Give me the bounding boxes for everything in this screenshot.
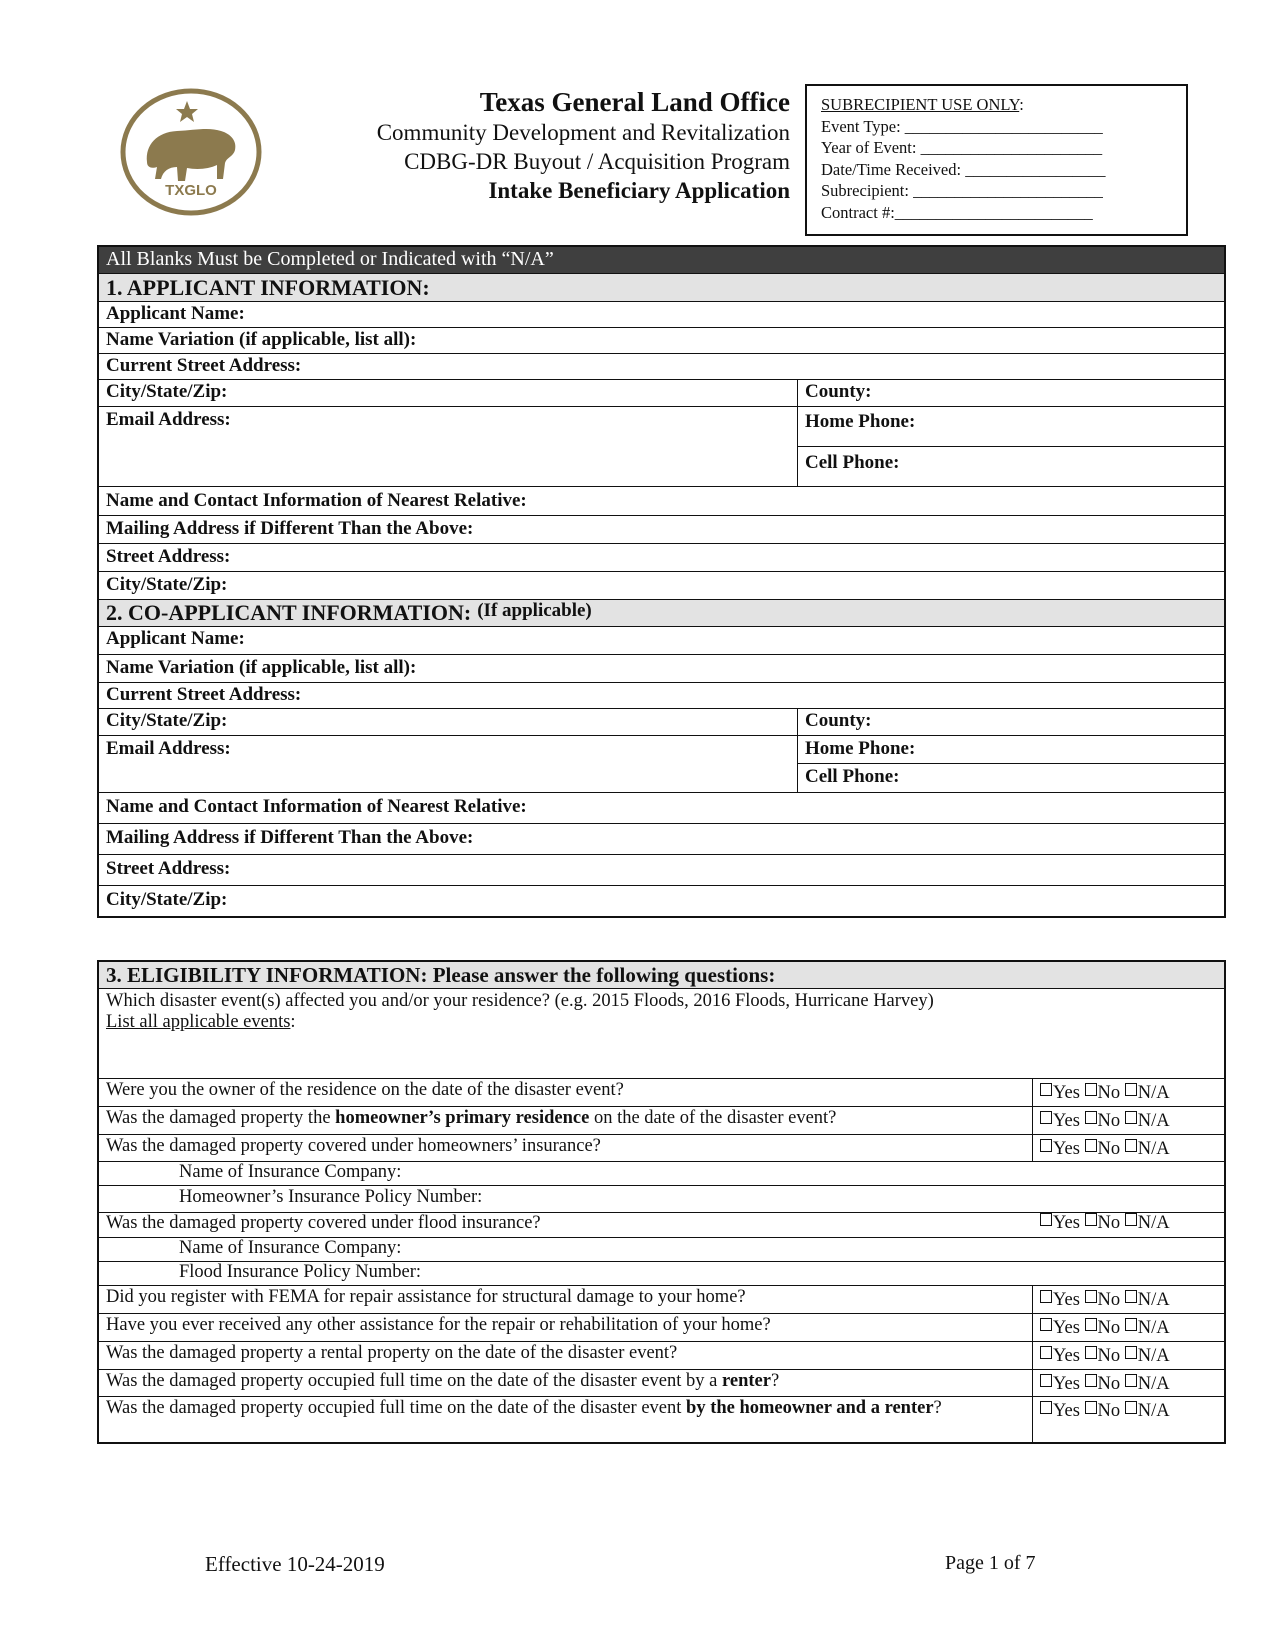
co-mailing-city-state-zip-field[interactable]: City/State/Zip: <box>106 889 228 910</box>
txglo-logo <box>117 87 265 217</box>
disaster-events-field[interactable]: Which disaster event(s) affected you and/or your residence? (e.g. 2015 Floods, 2016 Floods, Hurricane Harvey) List all applicable events: <box>106 991 934 1032</box>
question-row <box>99 1342 1224 1370</box>
yes-no-na-options: Yes No N/A <box>1033 1314 1224 1341</box>
na-checkbox[interactable] <box>1125 1346 1137 1359</box>
co-email-field[interactable]: Email Address: <box>99 736 798 792</box>
subtitle-division: Community Development and Revitalization <box>376 120 790 145</box>
na-checkbox[interactable] <box>1125 1290 1137 1303</box>
svg-text:TXGLO: TXGLO <box>165 182 217 199</box>
section1-heading: 1. APPLICANT INFORMATION: <box>99 274 1224 301</box>
question-other-assistance: Have you ever received any other assistance for the repair or rehabilitation of your home? <box>99 1314 1033 1341</box>
txglo-seal-icon <box>117 87 265 217</box>
yes-checkbox[interactable] <box>1040 1290 1052 1303</box>
co-home-phone-field[interactable]: Home Phone: <box>798 736 1224 764</box>
yes-no-na-options: Yes No N/A <box>1033 1135 1224 1161</box>
question-row <box>99 1079 1224 1107</box>
co-mailing-address-heading: Mailing Address if Different Than the Above: <box>106 827 474 848</box>
document-header <box>377 86 790 205</box>
na-checkbox[interactable] <box>1125 1139 1137 1152</box>
mailing-city-state-zip-field[interactable]: City/State/Zip: <box>106 574 228 595</box>
no-checkbox[interactable] <box>1085 1139 1097 1152</box>
question-row <box>99 1397 1224 1442</box>
yes-checkbox[interactable] <box>1040 1111 1052 1124</box>
yes-no-na-options: Yes No N/A <box>1033 1107 1224 1134</box>
eligibility-table <box>97 960 1226 1444</box>
yes-no-na-options: Yes No N/A <box>1033 1079 1224 1106</box>
question-row <box>99 1135 1224 1162</box>
no-checkbox[interactable] <box>1085 1346 1097 1359</box>
question-primary-residence: Was the damaged property the homeowner’s primary residence on the date of the disaster event? <box>99 1107 1033 1134</box>
no-checkbox[interactable] <box>1085 1111 1097 1124</box>
question-row <box>99 1213 1224 1238</box>
mailing-address-heading: Mailing Address if Different Than the Above: <box>106 518 474 539</box>
city-state-zip-field[interactable]: City/State/Zip: <box>99 380 798 406</box>
co-city-state-zip-field[interactable]: City/State/Zip: <box>99 709 798 735</box>
completion-banner: All Blanks Must be Completed or Indicated with “N/A” <box>99 247 1224 273</box>
subtitle-program: CDBG-DR Buyout / Acquisition Program <box>404 149 790 174</box>
co-mailing-street-field[interactable]: Street Address: <box>106 858 231 879</box>
no-checkbox[interactable] <box>1085 1318 1097 1331</box>
flood-policy-field[interactable]: Flood Insurance Policy Number: <box>179 1262 421 1282</box>
section3-heading: 3. ELIGIBILITY INFORMATION: Please answer the following questions: <box>99 962 1224 988</box>
no-checkbox[interactable] <box>1085 1290 1097 1303</box>
current-street-field[interactable]: Current Street Address: <box>106 355 302 376</box>
contract-number-field[interactable]: Contract #:________________________ <box>821 202 1093 222</box>
subrecipient-use-box: SUBRECIPIENT USE ONLY: Event Type: ________________________ Year of Event: ______________________ Date/Time Received: _________________ Subrecipient: _______________________ Contract #:________________________ <box>805 84 1188 236</box>
question-row <box>99 1370 1224 1397</box>
yes-checkbox[interactable] <box>1040 1401 1052 1414</box>
na-checkbox[interactable] <box>1125 1213 1137 1226</box>
home-phone-field[interactable]: Home Phone: <box>798 407 1224 447</box>
question-row <box>99 1286 1224 1314</box>
yes-checkbox[interactable] <box>1040 1213 1052 1226</box>
question-owner: Were you the owner of the residence on the date of the disaster event? <box>99 1079 1033 1106</box>
mailing-street-field[interactable]: Street Address: <box>106 546 231 567</box>
no-checkbox[interactable] <box>1085 1083 1097 1096</box>
question-flood-insurance: Was the damaged property covered under flood insurance? <box>106 1213 541 1233</box>
na-checkbox[interactable] <box>1125 1401 1137 1414</box>
year-of-event-field[interactable]: Year of Event: ______________________ <box>821 138 1103 157</box>
date-time-received-field[interactable]: Date/Time Received: _________________ <box>821 159 1106 179</box>
effective-date: Effective 10-24-2019 <box>205 1552 385 1576</box>
subrecipient-field[interactable]: Subrecipient: _______________________ <box>821 181 1103 200</box>
na-checkbox[interactable] <box>1125 1318 1137 1331</box>
yes-no-na-options: Yes No N/A <box>1033 1397 1224 1442</box>
question-homeowners-insurance: Was the damaged property covered under homeowners’ insurance? <box>99 1135 1033 1161</box>
question-fema: Did you register with FEMA for repair assistance for structural damage to your home? <box>99 1286 1033 1313</box>
flood-company-field[interactable]: Name of Insurance Company: <box>179 1238 402 1258</box>
na-checkbox[interactable] <box>1125 1374 1137 1387</box>
co-current-street-field[interactable]: Current Street Address: <box>106 684 302 705</box>
nearest-relative-field[interactable]: Name and Contact Information of Nearest Relative: <box>106 490 527 511</box>
question-renter: Was the damaged property occupied full time on the date of the disaster event by a renter? <box>99 1370 1033 1396</box>
org-title: Texas General Land Office <box>479 87 790 117</box>
co-county-field[interactable]: County: <box>805 710 872 731</box>
yes-checkbox[interactable] <box>1040 1374 1052 1387</box>
na-checkbox[interactable] <box>1125 1111 1137 1124</box>
hoi-company-field[interactable]: Name of Insurance Company: <box>179 1162 402 1182</box>
co-nearest-relative-field[interactable]: Name and Contact Information of Nearest Relative: <box>106 796 527 817</box>
applicant-name-field[interactable]: Applicant Name: <box>106 303 245 324</box>
event-type-field[interactable]: Event Type: ________________________ <box>821 116 1103 136</box>
yes-checkbox[interactable] <box>1040 1139 1052 1152</box>
yes-checkbox[interactable] <box>1040 1318 1052 1331</box>
county-field[interactable]: County: <box>805 381 872 402</box>
form-title: Intake Beneficiary Application <box>488 178 790 203</box>
yes-no-na-options: Yes No N/A <box>1033 1286 1224 1313</box>
hoi-policy-field[interactable]: Homeowner’s Insurance Policy Number: <box>179 1187 483 1207</box>
subrecipient-box-title: SUBRECIPIENT USE ONLY <box>821 95 1020 114</box>
yes-no-na-options: Yes No N/A <box>1033 1213 1224 1237</box>
na-checkbox[interactable] <box>1125 1083 1137 1096</box>
yes-no-na-options: Yes No N/A <box>1033 1342 1224 1369</box>
question-row <box>99 1314 1224 1342</box>
email-field[interactable]: Email Address: <box>99 407 798 486</box>
co-applicant-name-field[interactable]: Applicant Name: <box>106 628 245 649</box>
section2-heading: 2. CO-APPLICANT INFORMATION: (If applicable) <box>99 600 1224 626</box>
co-name-variation-field[interactable]: Name Variation (if applicable, list all): <box>106 657 417 678</box>
co-cell-phone-field[interactable]: Cell Phone: <box>805 766 900 787</box>
yes-checkbox[interactable] <box>1040 1083 1052 1096</box>
page-number: Page 1 of 7 <box>945 1552 1036 1574</box>
cell-phone-field[interactable]: Cell Phone: <box>805 452 900 473</box>
applicant-info-table <box>97 245 1226 918</box>
question-rental: Was the damaged property a rental property on the date of the disaster event? <box>99 1342 1033 1369</box>
name-variation-field[interactable]: Name Variation (if applicable, list all): <box>106 329 417 350</box>
question-row <box>99 1107 1224 1135</box>
yes-checkbox[interactable] <box>1040 1346 1052 1359</box>
question-homeowner-and-renter: Was the damaged property occupied full time on the date of the disaster event by the homeowner and a renter? <box>99 1397 1033 1442</box>
yes-no-na-options: Yes No N/A <box>1033 1370 1224 1396</box>
no-checkbox[interactable] <box>1085 1213 1097 1226</box>
no-checkbox[interactable] <box>1085 1401 1097 1414</box>
no-checkbox[interactable] <box>1085 1374 1097 1387</box>
